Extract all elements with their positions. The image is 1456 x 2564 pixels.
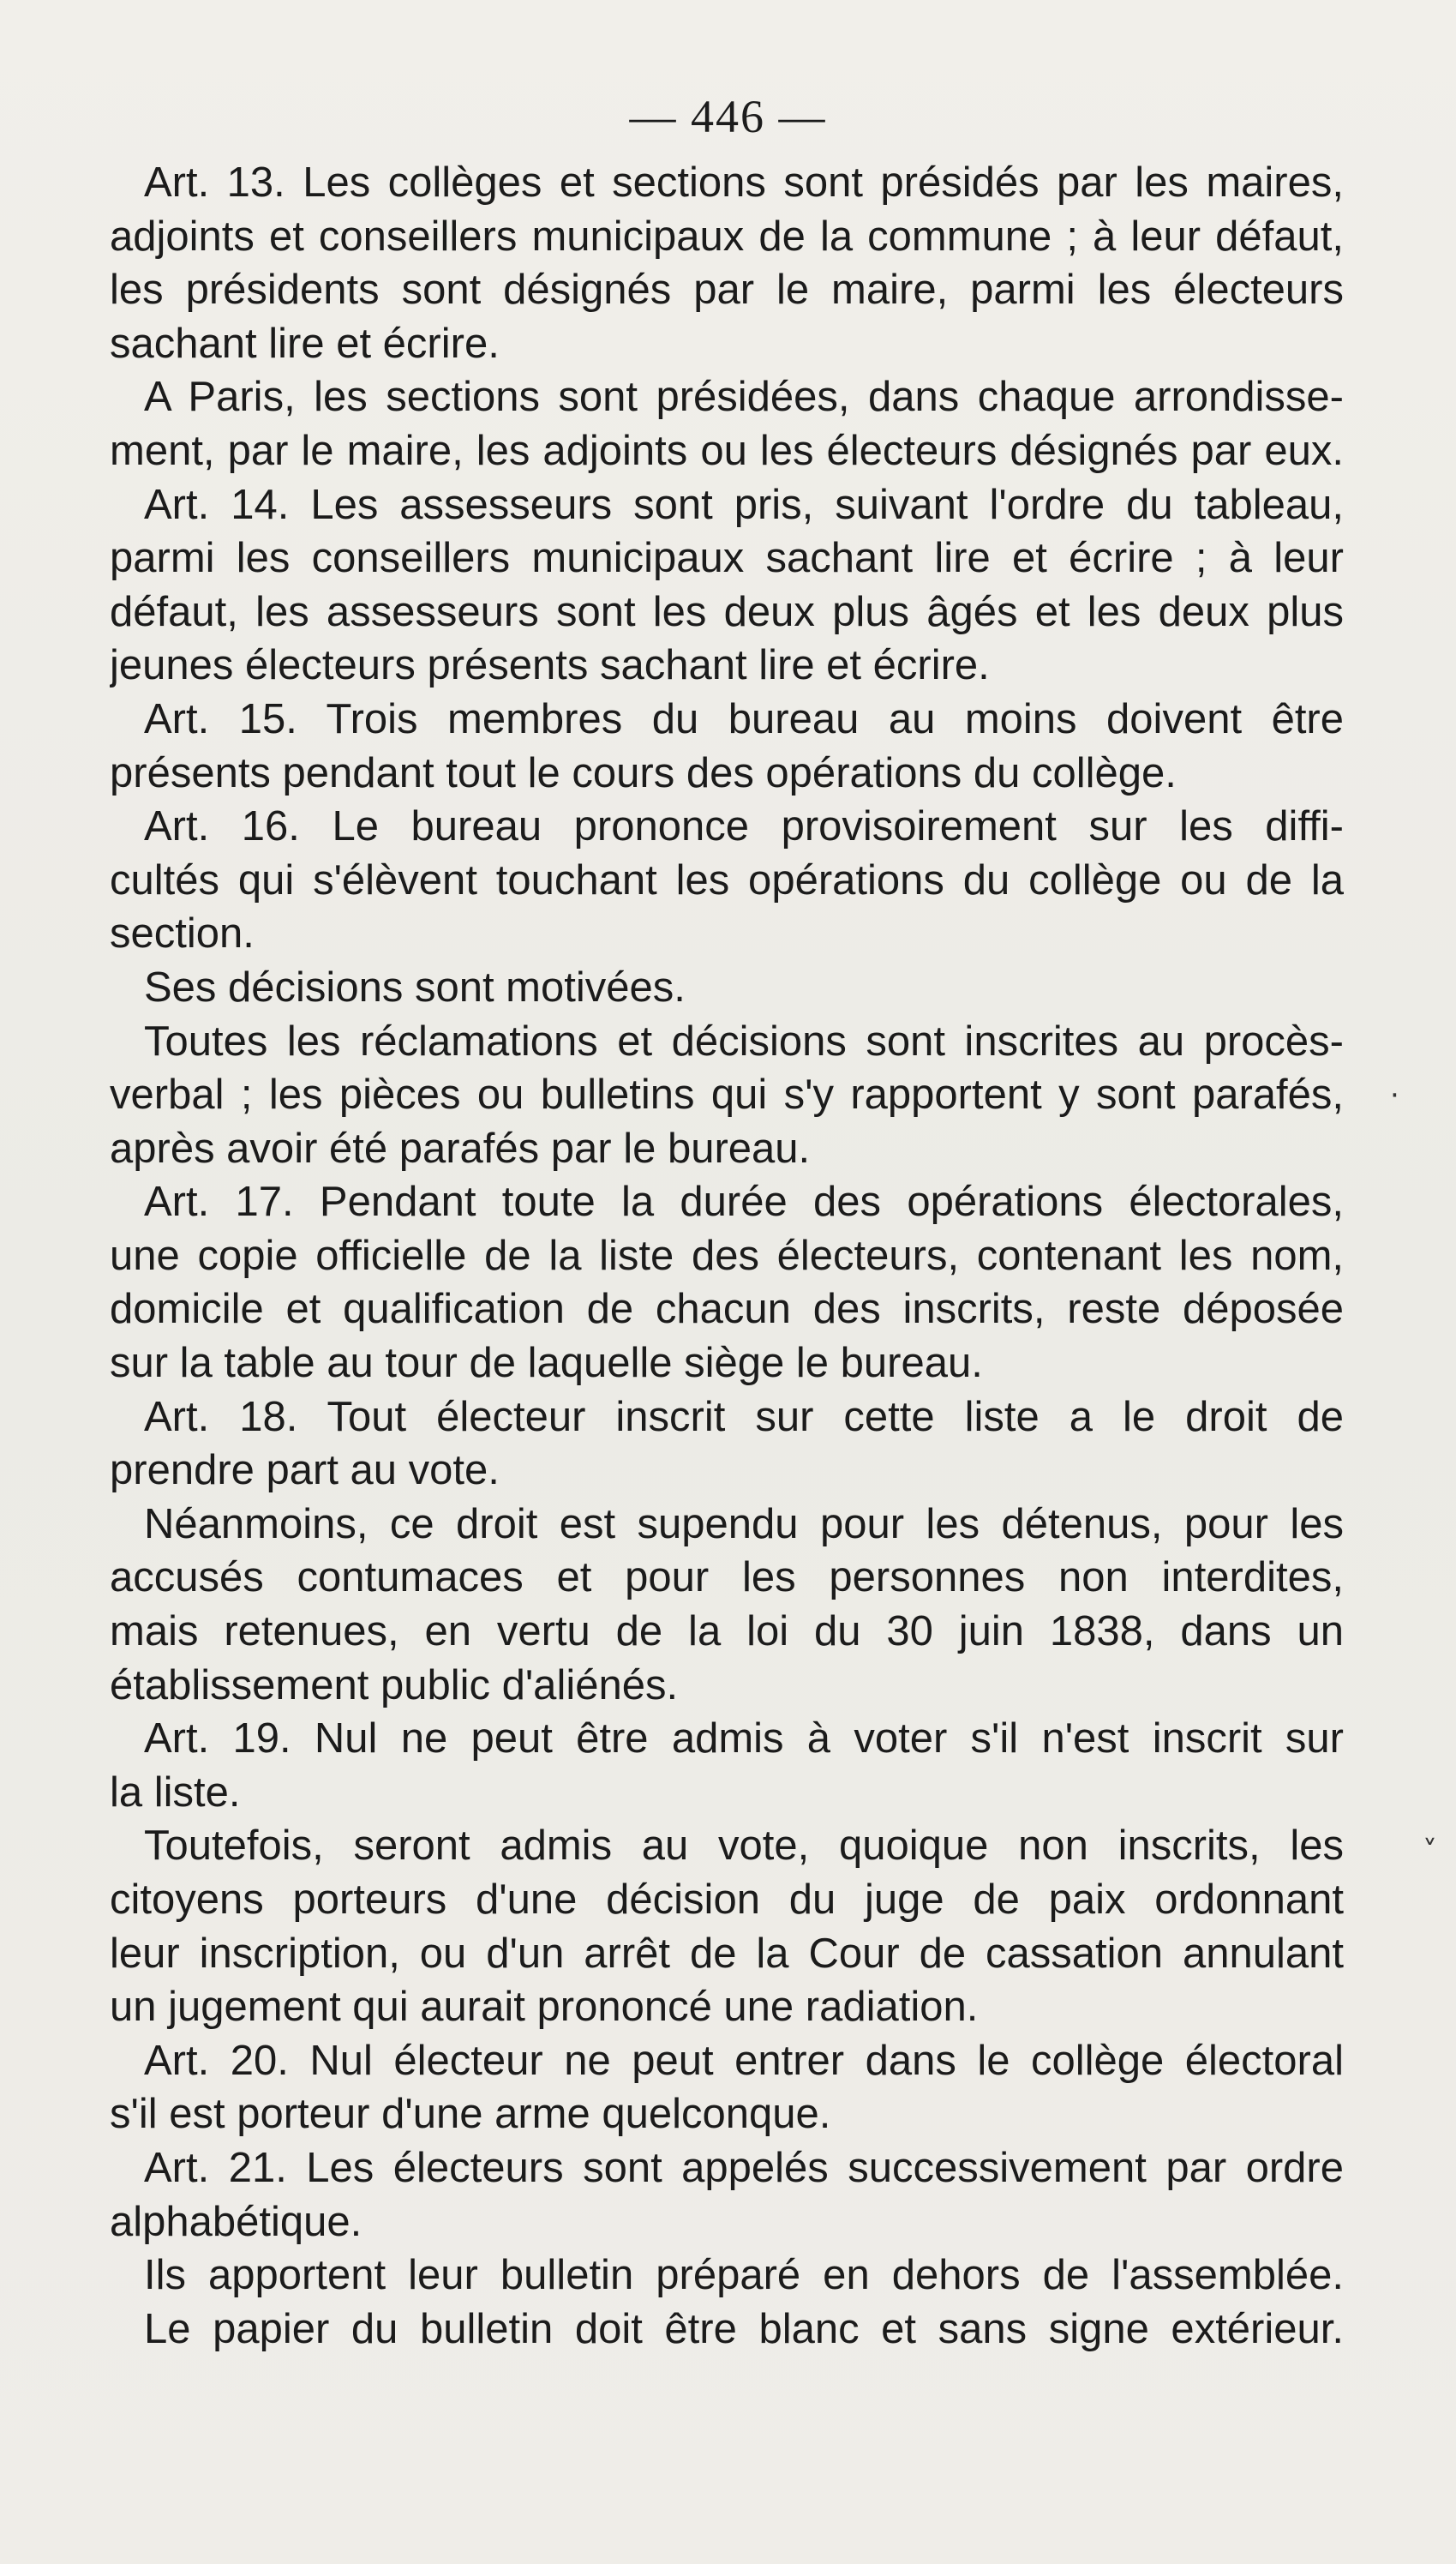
text-line: Néanmoins, ce droit est supendu pour les détenus, pour les bbox=[144, 1500, 1344, 1547]
text-line: citoyens porteurs d'une décision du juge de paix ordonnant bbox=[110, 1876, 1344, 1923]
text-line: parmi les conseillers municipaux sachant lire et écrire ; à leur bbox=[110, 535, 1344, 582]
text-line: un jugement qui aurait prononcé une radiation. bbox=[110, 1984, 979, 2031]
text-line: Toutefois, seront admis au vote, quoique non inscrits, les bbox=[144, 1822, 1344, 1870]
text-line: verbal ; les pièces ou bulletins qui s'y rapportent y sont parafés, bbox=[110, 1072, 1344, 1119]
text-line: A Paris, les sections sont présidées, dans chaque arrondisse- bbox=[144, 374, 1344, 421]
page-number: — 446 — bbox=[629, 91, 827, 142]
text-line: accusés contumaces et pour les personnes non interdites, bbox=[110, 1554, 1344, 1601]
text-line: alphabétique. bbox=[110, 2198, 363, 2245]
text-line: domicile et qualification de chacun des inscrits, reste déposée bbox=[110, 1286, 1344, 1333]
text-line: Art. 18. Tout électeur inscrit sur cette liste a le droit de bbox=[144, 1393, 1344, 1440]
text-line: leur inscription, ou d'un arrêt de la Cour de cassation annulant bbox=[110, 1930, 1344, 1977]
text-line: Art. 17. Pendant toute la durée des opérations électorales, bbox=[144, 1179, 1344, 1226]
text-line: Art. 21. Les électeurs sont appelés successivement par ordre bbox=[144, 2144, 1344, 2191]
margin-check-mark: ˅ bbox=[1423, 1834, 1437, 1869]
text-line: une copie officielle de la liste des électeurs, contenant les nom, bbox=[110, 1232, 1344, 1279]
text-line: ment, par le maire, les adjoints ou les électeurs désignés par eux. bbox=[110, 427, 1344, 474]
text-line: jeunes électeurs présents sachant lire et écrire. bbox=[110, 642, 990, 689]
text-line: Toutes les réclamations et décisions sont inscrites au procès- bbox=[144, 1018, 1344, 1065]
text-line: après avoir été parafés par le bureau. bbox=[110, 1125, 811, 1172]
text-line: Art. 20. Nul électeur ne peut entrer dans le collège électoral bbox=[144, 2037, 1344, 2084]
text-line: Art. 19. Nul ne peut être admis à voter s'il n'est inscrit sur bbox=[144, 1715, 1344, 1762]
text-line: Art. 15. Trois membres du bureau au moins doivent être bbox=[144, 695, 1344, 742]
text-line: cultés qui s'élèvent touchant les opérations du collège ou de la bbox=[110, 856, 1344, 904]
text-line: Art. 13. Les collèges et sections sont présidés par les maires, bbox=[144, 159, 1344, 206]
text-line: présents pendant tout le cours des opérations du collège. bbox=[110, 749, 1177, 796]
text-line: Art. 14. Les assesseurs sont pris, suivant l'ordre du tableau, bbox=[144, 481, 1344, 528]
text-line: sachant lire et écrire. bbox=[110, 320, 500, 367]
text-line: mais retenues, en vertu de la loi du 30 juin 1838, dans un bbox=[110, 1608, 1344, 1655]
text-line: prendre part au vote. bbox=[110, 1447, 500, 1494]
text-line: les présidents sont désignés par le maire, parmi les électeurs bbox=[110, 267, 1344, 314]
text-line: Art. 16. Le bureau prononce provisoirement sur les diffi- bbox=[144, 803, 1344, 850]
margin-dot-mark: · bbox=[1390, 1078, 1399, 1113]
body-text bbox=[110, 156, 1344, 2356]
text-line: établissement public d'aliénés. bbox=[110, 1661, 679, 1708]
text-line: Le papier du bulletin doit être blanc et sans signe extérieur. bbox=[144, 2305, 1344, 2352]
text-line: s'il est porteur d'une arme quelconque. bbox=[110, 2091, 831, 2138]
text-line: adjoints et conseillers municipaux de la commune ; à leur défaut, bbox=[110, 213, 1344, 260]
text-line: sur la table au tour de laquelle siège le bureau. bbox=[110, 1340, 983, 1387]
text-line: section. bbox=[110, 910, 255, 958]
text-line: Ses décisions sont motivées. bbox=[144, 964, 686, 1011]
text-line: la liste. bbox=[110, 1768, 241, 1816]
text-line: Ils apportent leur bulletin préparé en dehors de l'assemblée. bbox=[144, 2252, 1344, 2299]
text-line: défaut, les assesseurs sont les deux plus âgés et les deux plus bbox=[110, 588, 1344, 635]
